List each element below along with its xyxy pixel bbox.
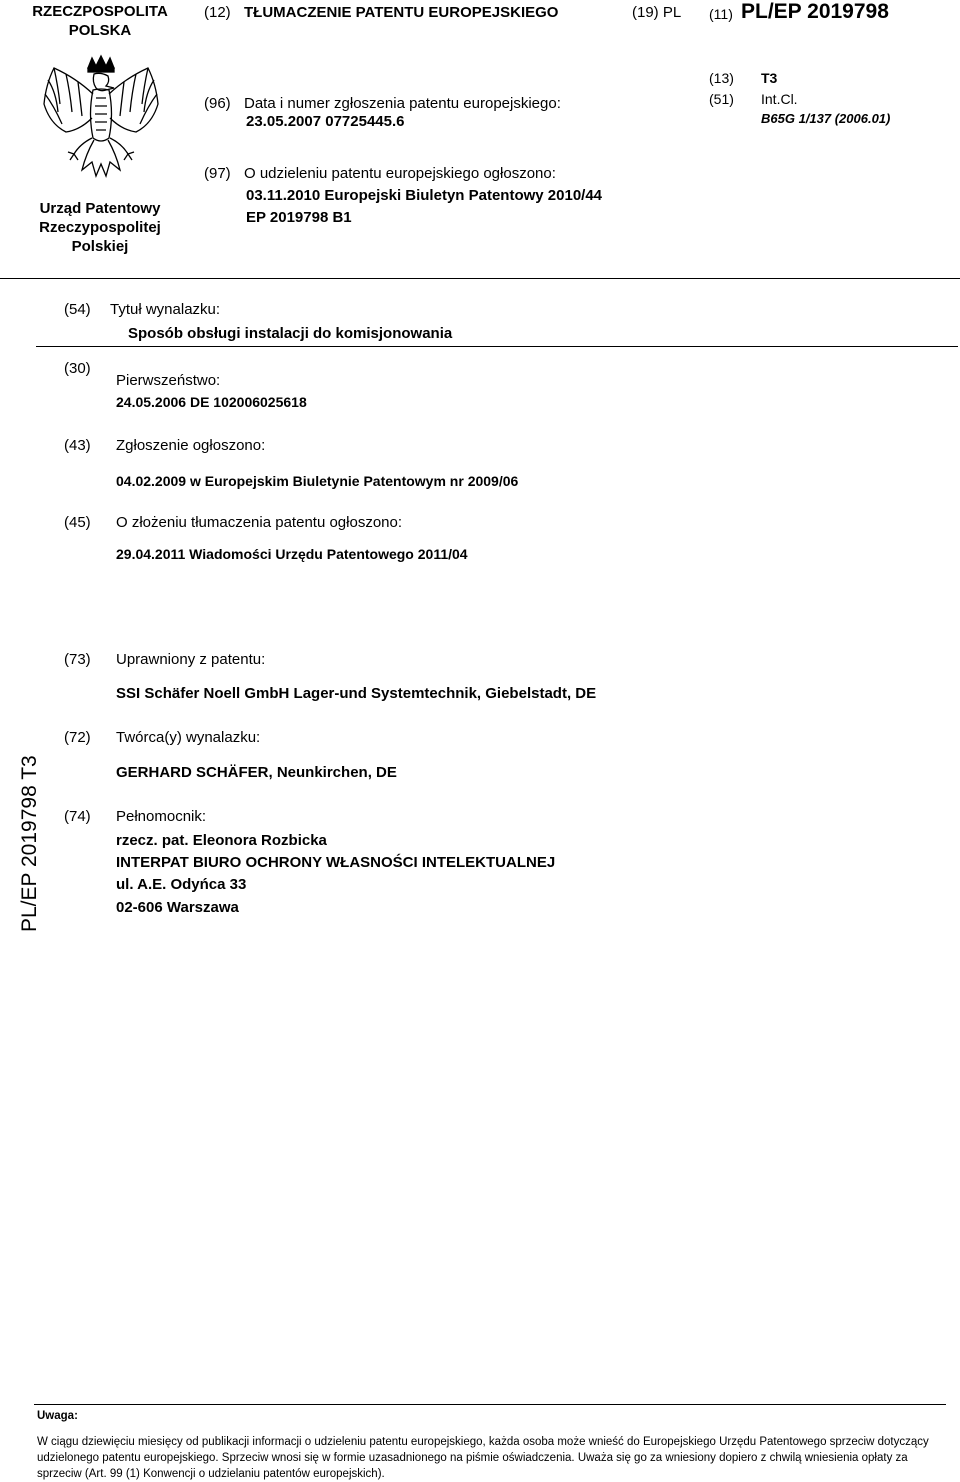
kind-code: T3 bbox=[761, 70, 778, 86]
document-type: TŁUMACZENIE PATENTU EUROPEJSKIEGO bbox=[244, 4, 559, 21]
title-divider bbox=[36, 346, 958, 347]
code-74: (74) bbox=[64, 808, 91, 825]
translation-pub-value: 29.04.2011 Wiadomości Urzędu Patentowego 2011/04 bbox=[116, 546, 468, 562]
office-name bbox=[26, 199, 174, 256]
office-line-1: Urząd Patentowy bbox=[39, 200, 161, 217]
attorney-line-2: INTERPAT BIURO OCHRONY WŁASNOŚCI INTELEKTUALNEJ bbox=[116, 854, 556, 871]
code-97: (97) bbox=[204, 165, 231, 182]
country-line-1: RZECZPOSPOLITA bbox=[32, 3, 168, 20]
title-label: Tytuł wynalazku: bbox=[110, 301, 221, 318]
code-19-text: (19) PL bbox=[632, 4, 682, 21]
code-13: (13) bbox=[709, 70, 734, 86]
side-patent-label-text: PL/EP 2019798 T3 bbox=[18, 755, 41, 932]
application-label: Data i numer zgłoszenia patentu europejskiego: bbox=[244, 95, 561, 112]
intcl-label: Int.Cl. bbox=[761, 91, 798, 107]
proprietor-label: Uprawniony z patentu: bbox=[116, 651, 266, 668]
footer-divider bbox=[34, 1404, 946, 1405]
translation-pub-label: O złożeniu tłumaczenia patentu ogłoszono: bbox=[116, 514, 403, 531]
header-divider bbox=[0, 278, 960, 279]
country-name bbox=[26, 2, 174, 40]
code-12: (12) bbox=[204, 4, 231, 21]
side-patent-label bbox=[18, 736, 48, 932]
attorney-label: Pełnomocnik: bbox=[116, 808, 207, 825]
grant-label: O udzieleniu patentu europejskiego ogłoszono: bbox=[244, 165, 556, 182]
code-30: (30) bbox=[64, 360, 91, 377]
office-line-2: Rzeczypospolitej bbox=[39, 219, 161, 236]
priority-value: 24.05.2006 DE 102006025618 bbox=[116, 394, 307, 410]
application-pub-label: Zgłoszenie ogłoszono: bbox=[116, 437, 266, 454]
code-54: (54) bbox=[64, 301, 91, 318]
application-value: 23.05.2007 07725445.6 bbox=[246, 113, 405, 130]
inventor-value: GERHARD SCHÄFER, Neunkirchen, DE bbox=[116, 764, 397, 781]
application-pub-value: 04.02.2009 w Europejskim Biuletynie Patentowym nr 2009/06 bbox=[116, 473, 519, 489]
code-43: (43) bbox=[64, 437, 91, 454]
priority-label: Pierwszeństwo: bbox=[116, 372, 221, 389]
eagle-icon bbox=[36, 54, 166, 184]
code-73: (73) bbox=[64, 651, 91, 668]
attorney-line-4: 02-606 Warszawa bbox=[116, 899, 239, 916]
office-line-3: Polskiej bbox=[71, 238, 129, 255]
code-19 bbox=[632, 4, 681, 21]
code-45: (45) bbox=[64, 514, 91, 531]
grant-value: 03.11.2010 Europejski Biuletyn Patentowy 2010/44 bbox=[246, 187, 603, 204]
attorney-line-1: rzecz. pat. Eleonora Rozbicka bbox=[116, 832, 327, 849]
attorney-line-3: ul. A.E. Odyńca 33 bbox=[116, 876, 247, 893]
proprietor-value: SSI Schäfer Noell GmbH Lager-und Systemtechnik, Giebelstadt, DE bbox=[116, 685, 597, 702]
intcl-value: B65G 1/137 (2006.01) bbox=[761, 111, 891, 126]
code-96: (96) bbox=[204, 95, 231, 112]
note-label: Uwaga: bbox=[37, 1410, 78, 1422]
invention-title: Sposób obsługi instalacji do komisjonowania bbox=[128, 325, 453, 342]
note-text: W ciągu dziewięciu miesięcy od publikacji informacji o udzieleniu patentu europejskiego, każda osoba może wnieść do Europejskiego Urzędu Patentowego sprzeciw dotyczący udzielonego patentu europejskiego. Sprzeciw wnosi się w formie uzasadnionego na piśmie oświadczenia. Uważa się go za wniesiony dopiero z chwilą wniesienia opłaty za sprzeciw (Art. 99 (1) Konwencji o udzielaniu patentów europejskich). bbox=[37, 1436, 929, 1480]
grant-ep-number: EP 2019798 B1 bbox=[246, 209, 352, 226]
code-72: (72) bbox=[64, 729, 91, 746]
polish-eagle-emblem bbox=[36, 54, 166, 184]
country-line-2: POLSKA bbox=[68, 22, 132, 39]
code-51: (51) bbox=[709, 91, 734, 107]
patent-number: PL/EP 2019798 bbox=[741, 0, 889, 23]
inventor-label: Twórca(y) wynalazku: bbox=[116, 729, 261, 746]
code-11: (11) bbox=[709, 6, 733, 22]
